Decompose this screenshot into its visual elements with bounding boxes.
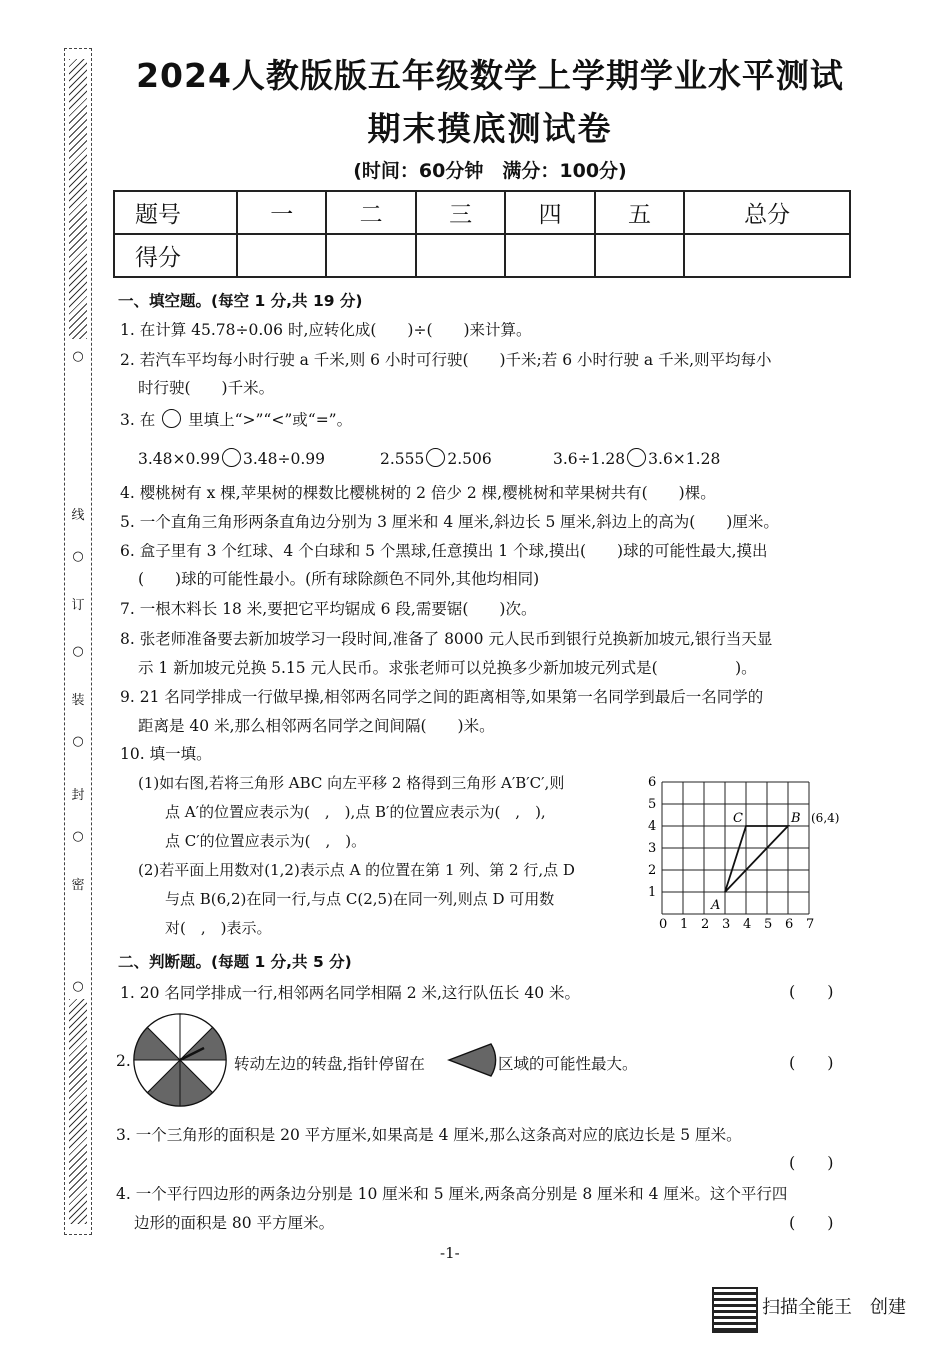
judge-question-2-text-b: 区域的可能性最大。 xyxy=(498,1055,638,1073)
section2-heading: 二、判断题。(每题 1 分,共 5 分) xyxy=(118,953,352,971)
compare-circle-icon xyxy=(162,409,181,428)
question-10: 10. 填一填。 xyxy=(120,745,212,763)
x-tick: 7 xyxy=(806,917,815,932)
exam-subtitle: 期末摸底测试卷 xyxy=(367,109,613,148)
y-tick: 1 xyxy=(648,885,657,900)
binding-circle: ○ xyxy=(72,644,84,659)
question-2-line1: 2. 若汽车平均每小时行驶 a 千米,则 6 小时可行驶( )千米;若 6 小时行驶 a 千米,则平均每小 xyxy=(120,351,772,369)
score-cell: 一 xyxy=(237,191,326,234)
question-2-line2: 时行驶( )千米。 xyxy=(138,379,275,397)
spinner-wheel-icon xyxy=(132,1012,228,1108)
question-1: 1. 在计算 45.78÷0.06 时,应转化成( )÷( )来计算。 xyxy=(120,321,532,339)
question-9-line1: 9. 21 名同学排成一行做早操,相邻两名同学之间的距离相等,如果第一名同学到最后一名同学的 xyxy=(120,688,764,706)
y-tick: 5 xyxy=(648,797,657,812)
x-tick: 5 xyxy=(764,917,773,932)
score-table-header-row xyxy=(114,191,850,234)
binding-circle: ○ xyxy=(72,979,84,994)
x-tick: 4 xyxy=(743,917,752,932)
compare-left: 3.48×0.99 xyxy=(138,450,221,468)
question-8-line1: 8. 张老师准备要去新加坡学习一段时间,准备了 8000 元人民币到银行兑换新加坡元,银行当天显 xyxy=(120,630,773,648)
point-b-label: B xyxy=(791,811,801,826)
comparison-2 xyxy=(380,448,492,468)
score-table xyxy=(113,190,851,278)
x-tick: 1 xyxy=(680,917,689,932)
score-cell: 五 xyxy=(595,191,684,234)
judge-question-3: 3. 一个三角形的面积是 20 平方厘米,如果高是 4 厘米,那么这条高对应的底边长是 5 厘米。 xyxy=(116,1126,742,1144)
binding-label-zhuang: 装 xyxy=(71,693,85,708)
binding-hatch xyxy=(69,999,87,1224)
y-tick: 4 xyxy=(648,819,657,834)
question-8-line2: 示 1 新加坡元兑换 5.15 元人民币。求张老师可以兑换多少新加坡元列式是( )。 xyxy=(138,659,757,677)
comparison-1 xyxy=(138,448,325,468)
binding-circle: ○ xyxy=(72,349,84,364)
shaded-sector-icon xyxy=(447,1042,497,1078)
question-4: 4. 樱桃树有 x 棵,苹果树的棵数比樱桃树的 2 倍少 2 棵,樱桃树和苹果树共有( )棵。 xyxy=(120,484,716,502)
exam-meta: (时间：60分钟 满分：100分) xyxy=(353,160,627,182)
judge-question-1: 1. 20 名同学排成一行,相邻两名同学相隔 2 米,这行队伍长 40 米。 xyxy=(120,984,581,1002)
question-5: 5. 一个直角三角形两条直角边分别为 3 厘米和 4 厘米,斜边长 5 厘米,斜边上的高为( )厘米。 xyxy=(120,513,779,531)
x-tick: 2 xyxy=(701,917,710,932)
section1-heading: 一、填空题。(每空 1 分,共 19 分) xyxy=(118,292,363,310)
question-9-line2: 距离是 40 米,那么相邻两名同学之间间隔( )米。 xyxy=(138,717,495,735)
score-table-score-row xyxy=(114,234,850,277)
triangle-abc xyxy=(725,826,788,892)
compare-answer-circle[interactable] xyxy=(627,448,646,467)
compare-answer-circle[interactable] xyxy=(222,448,241,467)
y-tick: 3 xyxy=(648,841,657,856)
compare-left: 2.555 xyxy=(380,450,425,468)
binding-label-line: 线 xyxy=(71,508,85,523)
qr-code-icon xyxy=(712,1287,758,1333)
judge-question-2-text-a: 转动左边的转盘,指针停留在 xyxy=(234,1055,425,1073)
answer-parentheses[interactable]: ( ) xyxy=(789,1153,834,1172)
binding-circle: ○ xyxy=(72,734,84,749)
y-tick: 6 xyxy=(648,775,657,790)
question-6-line2: ( )球的可能性最小。(所有球除颜色不同外,其他均相同) xyxy=(138,570,540,588)
point-a-label: A xyxy=(711,898,721,913)
question-6-line1: 6. 盒子里有 3 个红球、4 个白球和 5 个黑球,任意摸出 1 个球,摸出( )球的可能性最大,摸出 xyxy=(120,542,768,560)
question-7: 7. 一根木料长 18 米,要把它平均锯成 6 段,需要锯( )次。 xyxy=(120,600,537,618)
judge-question-4-line2: 边形的面积是 80 平方厘米。 xyxy=(134,1214,335,1232)
score-cell: 得分 xyxy=(114,234,237,277)
score-input-cell[interactable] xyxy=(684,234,850,277)
answer-parentheses[interactable]: ( ) xyxy=(789,1213,834,1232)
score-input-cell[interactable] xyxy=(505,234,594,277)
score-input-cell[interactable] xyxy=(237,234,326,277)
comparison-3 xyxy=(553,448,720,468)
score-input-cell[interactable] xyxy=(416,234,505,277)
binding-label-ding: 订 xyxy=(71,598,85,613)
compare-right: 2.506 xyxy=(447,450,492,468)
question-3-prefix: 3. 在 xyxy=(120,411,156,429)
score-input-cell[interactable] xyxy=(595,234,684,277)
question-10-1-line2: 点 A′的位置应表示为( , ),点 B′的位置应表示为( , ), xyxy=(165,803,546,821)
score-cell: 二 xyxy=(326,191,415,234)
question-10-2-line3: 对( , )表示。 xyxy=(165,919,272,937)
x-tick: 6 xyxy=(785,917,794,932)
y-tick: 2 xyxy=(648,863,657,878)
x-tick: 3 xyxy=(722,917,731,932)
judge-question-2-number: 2. xyxy=(116,1052,131,1070)
page-number: -1- xyxy=(440,1244,460,1262)
coordinate-grid xyxy=(640,768,850,938)
binding-circle: ○ xyxy=(72,829,84,844)
score-cell: 四 xyxy=(505,191,594,234)
question-10-1-line1: (1)如右图,若将三角形 ABC 向左平移 2 格得到三角形 A′B′C′,则 xyxy=(138,774,565,792)
question-10-1-line3: 点 C′的位置应表示为( , )。 xyxy=(165,832,367,850)
compare-left: 3.6÷1.28 xyxy=(553,450,626,468)
binding-hatch xyxy=(69,59,87,339)
score-cell: 三 xyxy=(416,191,505,234)
point-b-coordinate: (6,4) xyxy=(811,811,840,825)
point-c-label: C xyxy=(733,811,743,826)
binding-strip xyxy=(64,48,92,1235)
scanner-watermark: 扫描全能王 创建 xyxy=(762,1297,906,1318)
answer-parentheses[interactable]: ( ) xyxy=(789,982,834,1001)
answer-parentheses[interactable]: ( ) xyxy=(789,1053,834,1072)
binding-label-mi: 密 xyxy=(71,878,85,893)
compare-answer-circle[interactable] xyxy=(426,448,445,467)
binding-label-feng: 封 xyxy=(71,788,85,803)
question-10-2-line2: 与点 B(6,2)在同一行,与点 C(2,5)在同一列,则点 D 可用数 xyxy=(165,890,555,908)
score-cell: 总分 xyxy=(684,191,850,234)
compare-right: 3.48÷0.99 xyxy=(243,450,326,468)
x-tick: 0 xyxy=(659,917,668,932)
question-3 xyxy=(120,408,352,430)
binding-circle: ○ xyxy=(72,549,84,564)
exam-title: 2024人教版版五年级数学上学期学业水平测试 xyxy=(136,56,844,95)
question-10-2-line1: (2)若平面上用数对(1,2)表示点 A 的位置在第 1 列、第 2 行,点 D xyxy=(138,861,575,879)
score-cell: 题号 xyxy=(114,191,237,234)
question-3-suffix: 里填上“>”“<”或“=”。 xyxy=(188,411,353,429)
judge-question-4-line1: 4. 一个平行四边形的两条边分别是 10 厘米和 5 厘米,两条高分别是 8 厘米和 4 厘米。这个平行四 xyxy=(116,1185,788,1203)
compare-right: 3.6×1.28 xyxy=(648,450,721,468)
score-input-cell[interactable] xyxy=(326,234,415,277)
